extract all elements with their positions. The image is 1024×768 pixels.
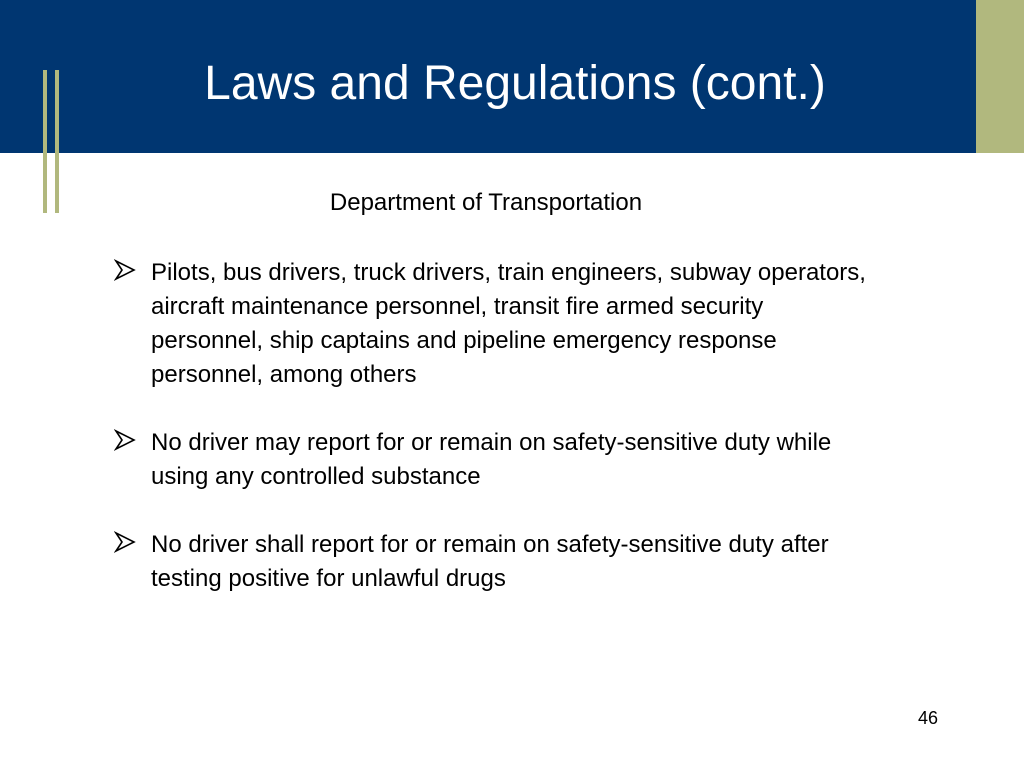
bullet-list [110, 256, 870, 630]
arrowhead-bullet-icon [114, 531, 136, 553]
slide-subtitle: Department of Transportation [329, 189, 643, 216]
bullet-text: No driver shall report for or remain on safety-sensitive duty after testing positive for unlawful drugs [151, 531, 829, 592]
slide-title: Laws and Regulations (cont.) [204, 57, 826, 110]
arrowhead-bullet-icon [114, 429, 136, 451]
bullet-item [110, 528, 870, 596]
bullet-text: Pilots, bus drivers, truck drivers, train engineers, subway operators, aircraft maintenance personnel, transit fire armed security personnel, ship captains and pipeline emergency response personnel, among others [151, 259, 866, 388]
bullet-item [110, 256, 870, 392]
bullet-text: No driver may report for or remain on safety-sensitive duty while using any controlled substance [151, 429, 832, 490]
bullet-item [110, 426, 870, 494]
arrowhead-bullet-icon [114, 259, 136, 281]
page-number: 46 [917, 708, 938, 728]
